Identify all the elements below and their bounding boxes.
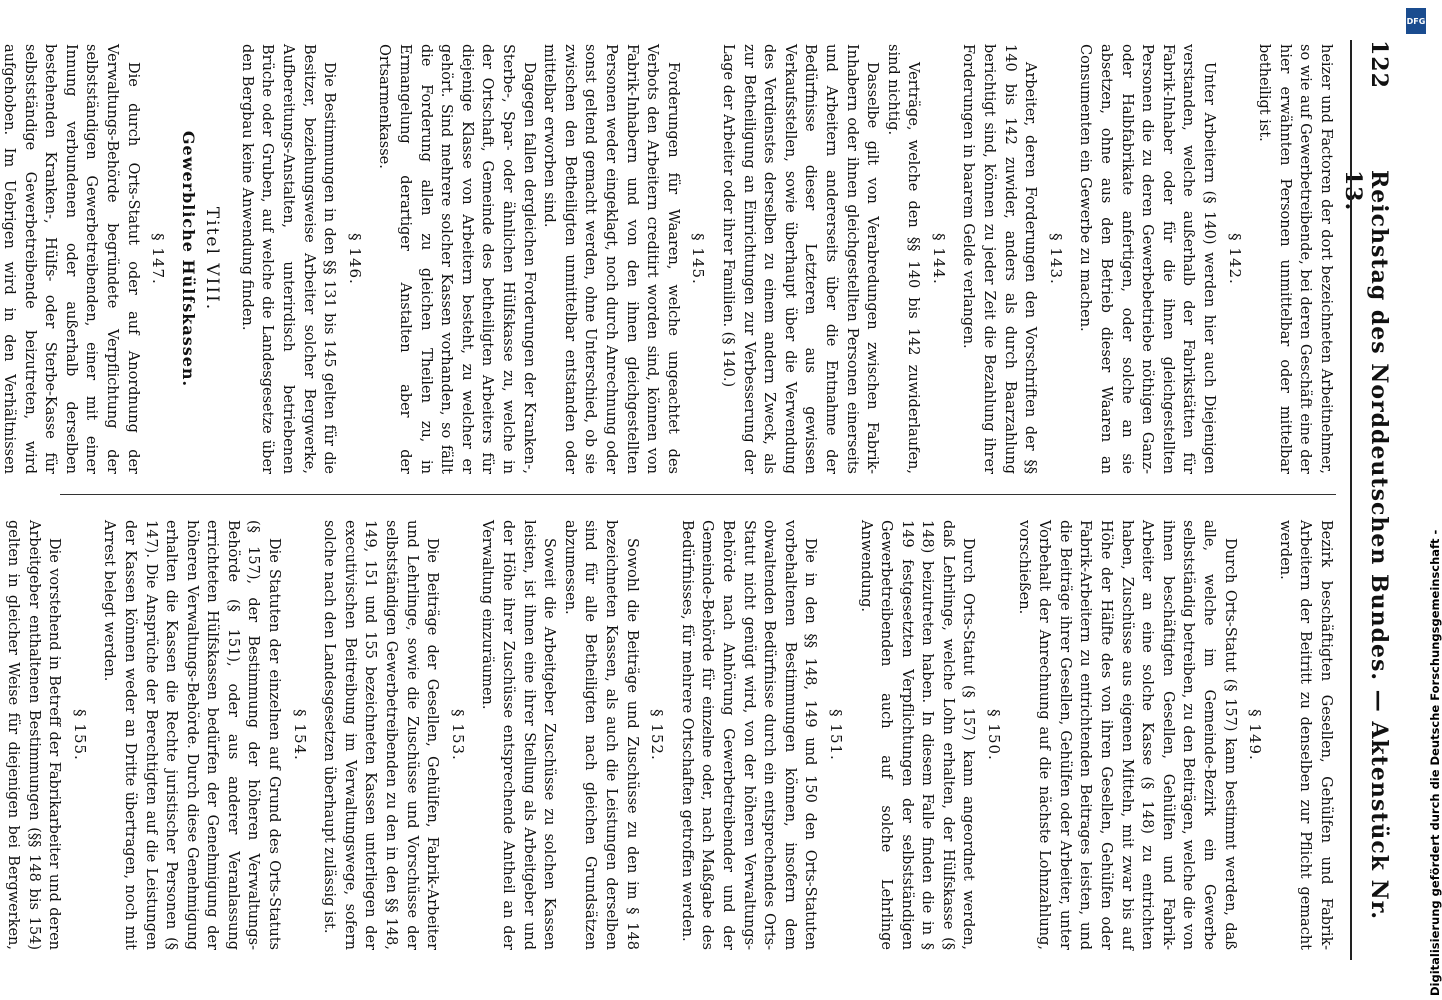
paragraph: Dasselbe gilt von Verabredungen zwischen Fabrik-Inhabern oder ihnen gleichgestellten Personen einerseits und Arbeitern andererseits über die Entnahme der Bedürfnisse dieser Letzteren aus gewissen Verkaufsstellen, sowie überhaupt über die Verwendung des Verdienstes derselben zu einem andern Zweck, als zur Betheiligung an Einrichtungen zur Verbesserung der Lage der Arbeiter oder ihrer Familien. (§ 140.) (719, 44, 881, 474)
left-column (0, 44, 1336, 474)
paragraph: Sowohl die Beiträge und Zuschüsse zu den im § 148 bezeichneten Kassen, als auch die Leistungen derselben sind für alle Betheiligten nach gleichen Grundsätzen abzumessen. (561, 520, 640, 950)
section-heading: § 149. (1246, 709, 1265, 761)
paragraph: Die durch Orts-Statut oder auf Anordnung der Verwaltungs-Behörde begründete Verpflichtung der selbstständigen Gewerbetreibenden, einer mit einer Innung verbundenen oder außerhalb derselben bestehenden Kranken-, Hülfs- oder Sterbe-Kasse für selbstständige Gewerbetreibende beizutreten, wird aufgehoben. Im Uebrigen wird in den Verhältnissen (0, 44, 141, 474)
section-heading: § 153. (448, 709, 467, 761)
paragraph: heizer und Factoren der dort bezeichneten Arbeitnehmer, so wie auf Gewerbetreibende, bei deren Geschäft eine der hier erwähnten Personen unmittelbar oder mittelbar betheiligt ist. (1256, 44, 1334, 474)
dfg-logo: DFG (1406, 8, 1426, 34)
paragraph: Die Beiträge der Gesellen, Gehülfen, Fabrik-Arbeiter und Lehrlinge, sowie die Zuschüsse und Vorschüsse der selbstständigen Gewerbetreibenden zu den in den §§ 148, 149, 151 und 155 bezeichneten Kassen unterliegen der executivischen Beitreibung im Verwaltungswege, sofern solche nach den Landesgesetzen überhaupt zulässig ist. (321, 520, 441, 950)
paragraph: Die Bestimmungen in den §§ 131 bis 145 gelten für die Besitzer, beziehungsweise Arbeiter solcher Bergwerke, Aufbereitungs-Anstalten, unterirdisch betriebenen Brüche oder Gruben, auf welche die Landesgesetze über den Bergbau keine Anwendung finden. (238, 44, 338, 474)
paragraph: Bezirk beschäftigten Gesellen, Gehülfen und Fabrik-Arbeitern der Beitritt zu denselben zur Pflicht gemacht werden. (1276, 520, 1334, 950)
title-subheading: Gewerbliche Hülfskassen. (178, 130, 198, 388)
page-title: Reichstag des Norddeutschen Bundes. — Aktenstück Nr. 13. (1340, 170, 1392, 920)
paragraph: Arbeiter, deren Forderungen den Vorschriften der §§ 140 bis 142 zuwider, anders als durch Baarzahlung berichtigt sind, können zu jeder Zeit die Bezahlung ihrer Forderungen in baarem Gelde verlangen. (960, 44, 1039, 474)
page-number: 122 (1366, 40, 1392, 89)
paragraph: Die Statuten der einzelnen auf Grund des Orts-Statuts (§ 157), der Bestimmung der höheren Verwaltungs-Behörde (§ 151), oder aus anderer Veranlassung errichteten Hülfskassen bedürfen der Genehmigung der höheren Verwaltungs-Behörde. Durch diese Genehmigung erhalten die Kassen die Rechte juristischer Personen (§ 147). Die Ansprüche der Berechtigten auf die Leistungen der Kassen können weder an Dritte übertragen, noch mit Arrest belegt werden. (101, 520, 283, 950)
section-heading: § 146. (345, 233, 364, 285)
section-heading: § 143. (1046, 233, 1065, 285)
right-column (4, 520, 1336, 950)
section-heading: § 142. (1225, 233, 1244, 285)
paragraph: Verträge, welche den §§ 140 bis 142 zuwiderlaufen, sind nichtig. (884, 44, 922, 474)
paragraph: Durch Orts-Statut (§ 157) kann bestimmt werden, daß alle, welche im Gemeinde-Bezirk ein Gewerbe selbstständig betreiben, zu den Beiträgen, welche die von ihnen beschäftigten Gesellen, Gehülfen und Fabrik-Arbeiter an eine solche Kasse (§ 148) zu entrichten haben, Zuschüsse aus eigenen Mitteln, mit zwar bis auf Höhe der Hälfte des von ihren Gesellen, Gehülfen oder Fabrik-Arbeitern zu entrichtenden Beitrages leisten, und die Beiträge ihrer Gesellen, Gehülfen oder Arbeiter, unter Vorbehalt der Anrechnung auf die nächste Lohnzahlung, vorschießen. (1015, 520, 1238, 950)
paragraph: Soweit die Arbeitgeber Zuschüsse zu solchen Kassen leisten, ist ihnen eine ihrer Stellung als Arbeitgeber und der Höhe ihrer Zuschüsse entsprechende Antheil an der Verwaltung einzuräumen. (479, 520, 558, 950)
section-heading: § 151. (826, 709, 845, 761)
paragraph: Unter Arbeitern (§ 140) werden hier auch Diejenigen verstanden, welche außerhalb der Fabrikstätten für Fabrik-Inhaber oder für die ihnen gleichgestellten Personen die zu deren Gewerbebetriebe nöthigen Ganz- oder Halbfabrikate anfertigen, oder solche an sie absetzen, ohne aus den Betrieb dieser Waaren an Consumenten ein Gewerbe zu machen. (1077, 44, 1218, 474)
paragraph: Forderungen für Waaren, welche ungeachtet des Verbots den Arbeitern creditirt worden sind, können von Fabrik-Inhabern und von den ihnen gleichgestellten Personen weder eingeklagt, noch durch Anrechnung oder sonst geltend gemacht werden, ohne Unterschied, ob sie zwischen den Betheiligten unmittelbar entstanden oder mittelbar erworben sind. (541, 44, 681, 474)
section-heading: § 150. (985, 709, 1004, 761)
digitization-credit: Digitalisierung gefördert durch die Deutsche Forschungsgemeinschaft - (1428, 529, 1442, 996)
page-header (1340, 40, 1392, 960)
paragraph: Durch Orts-Statut (§ 157) kann angeordnet werden, daß Lehrlinge, welche Lohn erhalten, der Hülfskasse (§ 148) beizutreten haben. In diesem Falle finden die in § 149 festgesetzten Verpflichtungen der selbstständigen Gewerbetreibenden auch auf solche Lehrlinge Anwendung. (857, 520, 977, 950)
title-heading: Titel VIII. (202, 206, 223, 312)
section-heading: § 144. (929, 233, 948, 285)
digitization-sidebar (1398, 0, 1442, 1000)
paragraph: Dagegen fallen dergleichen Forderungen der Kranken-, Sterbe-, Spar- oder ähnlichen Hülfskasse zu, welche in der Ortschaft, Gemeinde des betheiligten Arbeiters für diejenige Klasse von Arbeitern besteht, zu welcher er gehört. Sind mehrere solcher Kassen vorhanden, so fällt die Forderung allen zu gleichen Theilen zu, in Ermangelung derartiger Anstalten aber der Ortsarmenkasse. (376, 44, 537, 474)
section-heading: § 145. (689, 233, 708, 285)
section-heading: § 155. (70, 709, 89, 761)
paragraph: Die in den §§ 148, 149 und 150 den Orts-Statuten vorbehaltenen Bestimmungen können, insofern dem obwaltenden Bedürfnisse durch ein entsprechendes Orts-Statut nicht genügt wird, von der höheren Verwaltungs-Behörde nach Anhörung Gewerbetreibender und der Gemeinde-Behörde für einzelne oder, nach Maßgabe des Bedürfnisses, für mehrere Ortschaften getroffen werden. (678, 520, 819, 950)
section-heading: § 154. (290, 709, 309, 761)
header-rule (1350, 40, 1352, 960)
column-divider (60, 494, 1336, 495)
section-heading: § 152. (648, 709, 667, 761)
paragraph: Die vorstehend in Betreff der Fabrikarbeiter und deren Arbeitgeber enthaltenen Bestimmungen (§§ 148 bis 154) gelten in gleicher Weise für diejenigen bei Bergwerken, (4, 520, 63, 950)
section-heading: § 147. (149, 233, 168, 285)
